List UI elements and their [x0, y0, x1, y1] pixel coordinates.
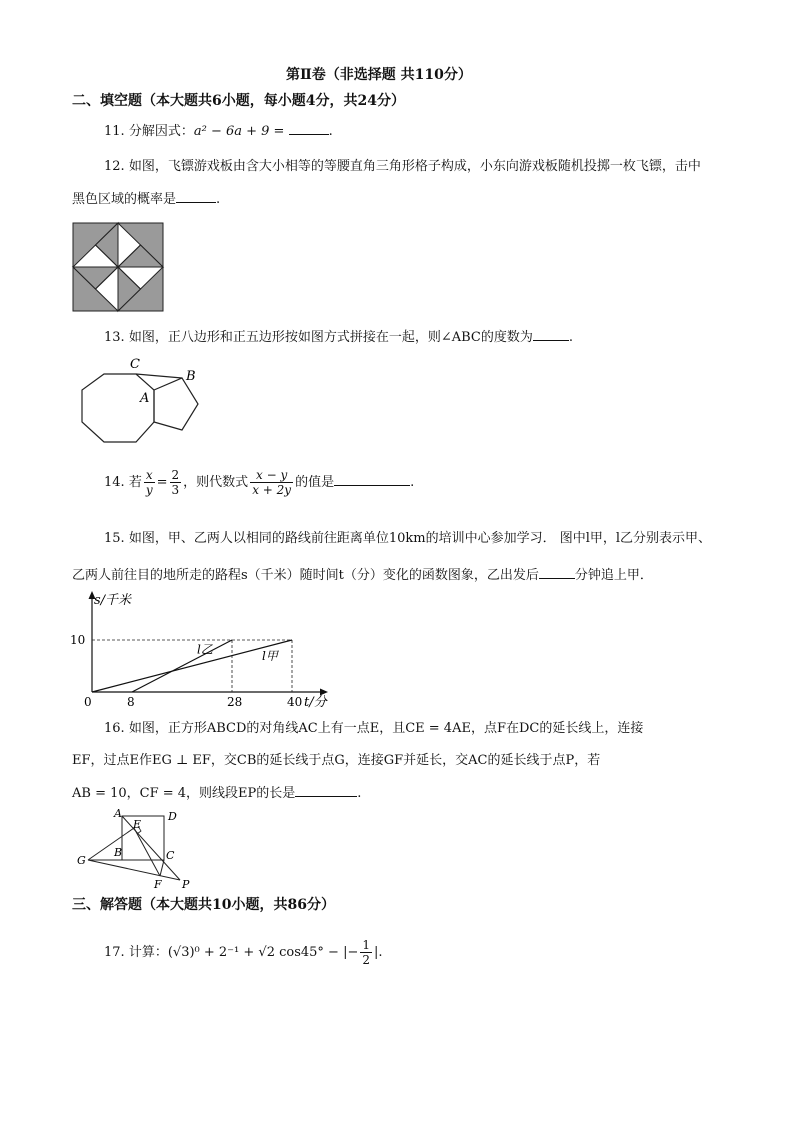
- question-12-line2: 黑色区域的概率是 .: [72, 192, 221, 207]
- distance-time-chart: [70, 588, 350, 710]
- label-E: E: [133, 818, 142, 831]
- label-C: C: [166, 849, 175, 862]
- q12-number: 12.: [104, 159, 125, 174]
- question-16-line1: 16. 如图，正方形ABCD的对角线AC上有一点E，且CE = 4AE，点F在DC的延长线上，连接: [104, 721, 644, 736]
- question-17: 17. 计算：(√3)⁰ + 2⁻¹ + √2 cos45° − |− $\frac{1}{2}$ |.: [104, 938, 383, 967]
- label-B: B: [114, 846, 123, 859]
- label-A: A: [114, 807, 122, 820]
- octagon-pentagon-figure: [78, 354, 206, 448]
- q13-text: 如图，正八边形和正五边形按如图方式拼接在一起，则∠ABC的度数为: [128, 330, 533, 345]
- label-B: B: [186, 369, 196, 384]
- label-G: G: [77, 854, 86, 867]
- q14-fraction-2-over-3: $\frac{2}{3}$: [171, 468, 180, 497]
- question-15-line2: 乙两人前往目的地所走的路程s（千米）随时间t（分）变化的函数图象，乙出发后 分钟追上甲．: [72, 568, 653, 583]
- q11-number: 11.: [104, 124, 125, 139]
- x-tick-label-8: 8: [127, 695, 135, 709]
- q15-number: 15.: [104, 531, 125, 546]
- q14-fraction-x-over-y: $\frac{x}{y}$: [145, 468, 153, 497]
- question-12-line1: [104, 158, 701, 176]
- q14-answer-blank[interactable]: [334, 473, 410, 486]
- question-16-line3: AB = 10，CF = 4，则线段EP的长是 .: [72, 786, 362, 801]
- x-axis-label: t/分: [304, 695, 327, 710]
- series-line-0: [132, 640, 232, 692]
- label-A: A: [140, 391, 150, 406]
- question-14: 14. 若 $\frac{x}{y}$ = $\frac{2}{3}$ ，则代数式 $\frac{x - y}{x + 2y}$ 的值是 .: [104, 468, 415, 497]
- q16-answer-blank[interactable]: [295, 784, 357, 797]
- q13-answer-blank[interactable]: [533, 328, 569, 341]
- question-15-line1: 15. 如图，甲、乙两人以相同的路线前往距离单位10km的培训中心参加学习． 图中l甲，l乙分别表示甲、: [104, 531, 712, 546]
- q14-number: 14.: [104, 475, 125, 490]
- x-tick-label-28: 28: [227, 695, 243, 709]
- series-label-0: l乙: [197, 642, 213, 657]
- section-heading-fill-in: 二、填空题（本大题共6小题，每小题4分，共24分）: [72, 93, 405, 109]
- label-F: F: [154, 878, 162, 891]
- x-tick-label-0: 0: [84, 695, 92, 709]
- y-axis-label: s/千米: [94, 593, 132, 608]
- q11-text: 分解因式：: [128, 124, 194, 139]
- q11-expression: a² − 6a + 9 =: [193, 124, 285, 139]
- y-tick-label-10: 10: [70, 633, 86, 647]
- q13-number: 13.: [104, 330, 125, 345]
- dartboard-figure: [72, 222, 164, 312]
- q15-answer-blank[interactable]: [539, 566, 575, 579]
- label-D: D: [168, 810, 177, 823]
- q16-number: 16.: [104, 721, 125, 736]
- page-title: 第Ⅱ卷（非选择题 共110分）: [286, 67, 472, 83]
- question-11: 11. 分解因式：a² − 6a + 9 = .: [104, 124, 333, 139]
- series-label-1: l甲: [262, 648, 278, 663]
- question-13: 13. 如图，正八边形和正五边形按如图方式拼接在一起，则∠ABC的度数为 .: [104, 330, 573, 345]
- label-P: P: [182, 878, 190, 891]
- section-heading-solutions: 三、解答题（本大题共10小题，共86分）: [72, 897, 335, 913]
- q12-text: 如图，飞镖游戏板由含大小相等的等腰直角三角形格子构成，小东向游戏板随机投掷一枚飞镖，击中: [128, 159, 701, 174]
- square-geometry-figure: [76, 808, 196, 890]
- q14-fraction-expression: $\frac{x - y}{x + 2y}$: [252, 468, 292, 497]
- q17-expression: (√3)⁰ + 2⁻¹ + √2 cos45° − |−: [167, 945, 359, 960]
- q17-fraction-half: $\frac{1}{2}$: [362, 938, 370, 967]
- q17-number: 17.: [104, 945, 125, 960]
- q12-answer-blank[interactable]: [176, 190, 216, 203]
- q11-answer-blank[interactable]: [289, 122, 329, 135]
- label-C: C: [130, 357, 140, 372]
- question-16-line2: EF，过点E作EG ⊥ EF，交CB的延长线于点G，连接GF并延长，交AC的延长线于点P，若: [72, 753, 601, 768]
- x-tick-label-40: 40: [287, 695, 303, 709]
